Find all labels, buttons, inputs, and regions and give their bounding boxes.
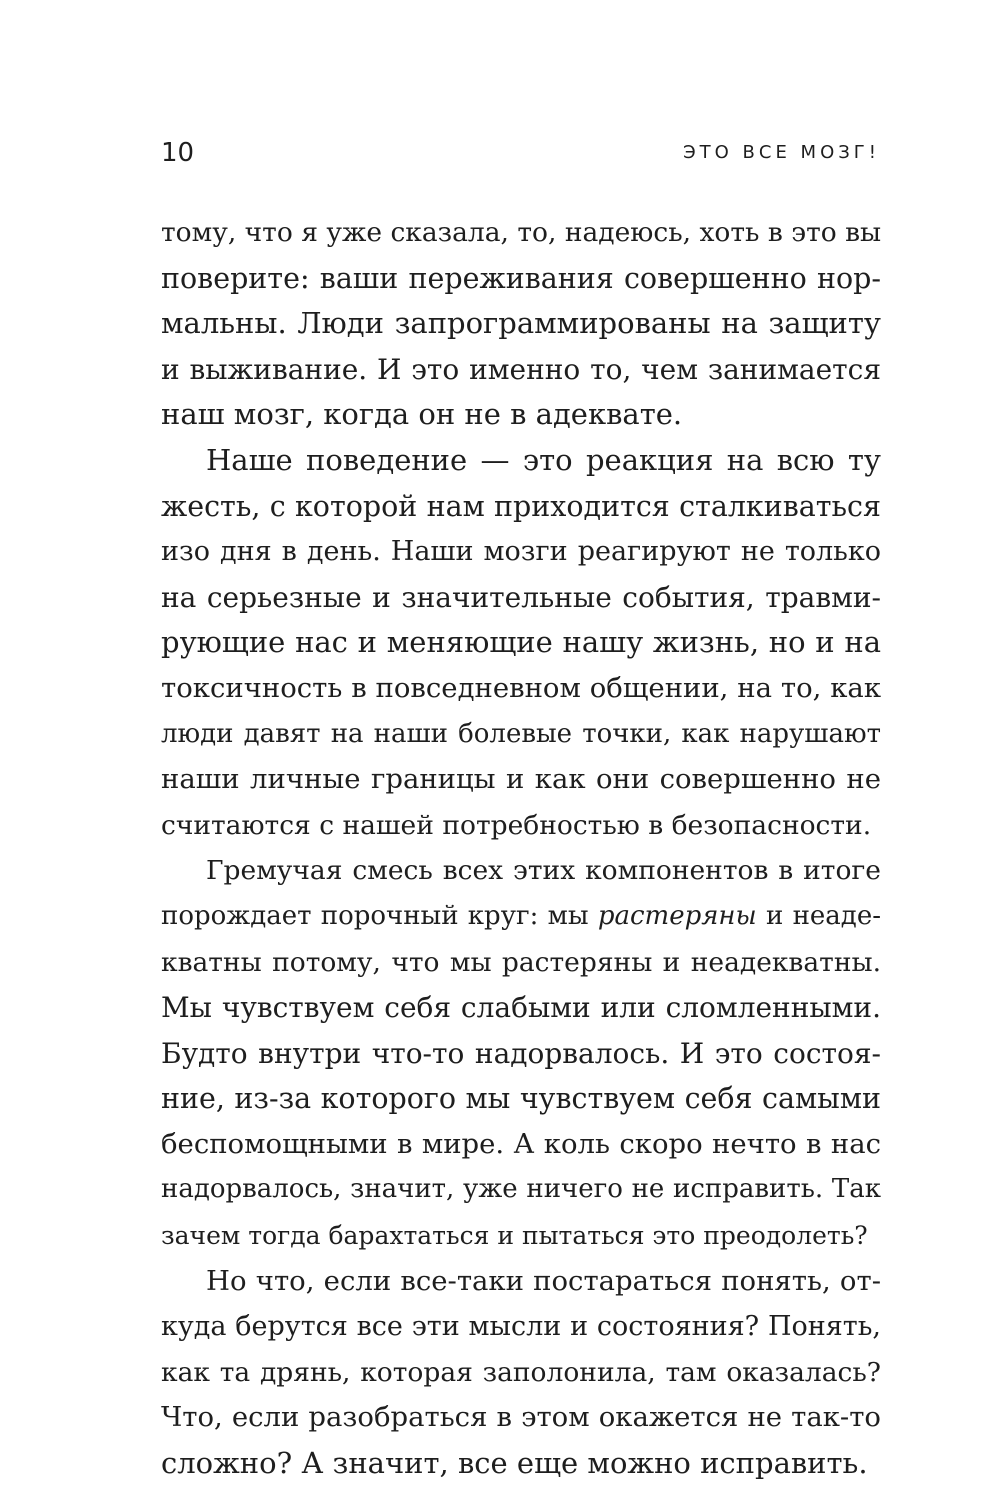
text-line: наш мозг, когда он не в адеквате. bbox=[161, 397, 683, 432]
text-line: токсичность в повседневном общении, на то, как bbox=[161, 671, 881, 704]
paragraph bbox=[161, 1259, 881, 1487]
text-line: Что, если разобраться в этом окажется не так-то bbox=[161, 1401, 881, 1434]
text-line: мальны. Люди запрограммированы на защиту bbox=[161, 306, 881, 341]
text-line: на серьезные и значительные события, травми- bbox=[161, 580, 881, 614]
text-line: и выживание. И это именно то, чем занимается bbox=[161, 352, 881, 386]
text-line: поверите: ваши переживания совершенно нор- bbox=[161, 261, 881, 295]
text-line: сложно? А значит, все еще можно исправить. bbox=[161, 1446, 868, 1481]
text-line: надорвалось, значит, уже ничего не исправить. Так bbox=[161, 1174, 881, 1205]
text-line: Но что, если все-таки постараться понять, от- bbox=[206, 1264, 881, 1297]
body-text bbox=[161, 210, 881, 1487]
text-line: как та дрянь, которая заполонила, там оказалась? bbox=[161, 1356, 881, 1388]
text-line: изо дня в день. Наши мозги реагируют не только bbox=[161, 536, 881, 568]
paragraph bbox=[161, 210, 881, 438]
paragraph bbox=[161, 848, 881, 1258]
text-line: Будто внутри что-то надорвалось. И это состоя- bbox=[161, 1036, 881, 1070]
text-line bbox=[161, 894, 881, 940]
text-span: и неаде- bbox=[756, 900, 881, 931]
text-line: ние, из-за которого мы чувствуем себя самыми bbox=[161, 1082, 881, 1116]
text-line: Наше поведение — это реакция на всю ту bbox=[206, 442, 881, 477]
text-line: беспомощными в мире. А коль скоро нечто в нас bbox=[161, 1127, 881, 1160]
running-title: ЭТО ВСЕ МОЗГ! bbox=[683, 142, 880, 163]
text-line: жесть, с которой нам приходится сталкиваться bbox=[161, 489, 881, 523]
italic-emphasis: растеряны bbox=[597, 900, 757, 931]
text-line: наши личные границы и как они совершенно не bbox=[161, 763, 881, 796]
text-line: зачем тогда барахтаться и пытаться это преодолеть? bbox=[161, 1221, 868, 1251]
page-number: 10 bbox=[161, 138, 195, 168]
text-line: рующие нас и меняющие нашу жизнь, но и на bbox=[161, 625, 881, 660]
paragraph bbox=[161, 438, 881, 848]
text-line: люди давят на наши болевые точки, как нарушают bbox=[161, 718, 881, 749]
text-line: считаются с нашей потребностью в безопасности. bbox=[161, 809, 872, 841]
text-line: кватны потому, что мы растеряны и неадекватны. bbox=[161, 946, 881, 978]
text-span: порождает порочный круг: мы bbox=[161, 900, 598, 931]
text-line: Гремучая смесь всех этих компонентов в итоге bbox=[206, 855, 881, 887]
text-line: Мы чувствуем себя слабыми или сломленными. bbox=[161, 991, 881, 1025]
text-line: тому, что я уже сказала, то, надеюсь, хоть в это вы bbox=[161, 217, 882, 248]
text-line: куда берутся все эти мысли и состояния? Понять, bbox=[161, 1311, 881, 1343]
